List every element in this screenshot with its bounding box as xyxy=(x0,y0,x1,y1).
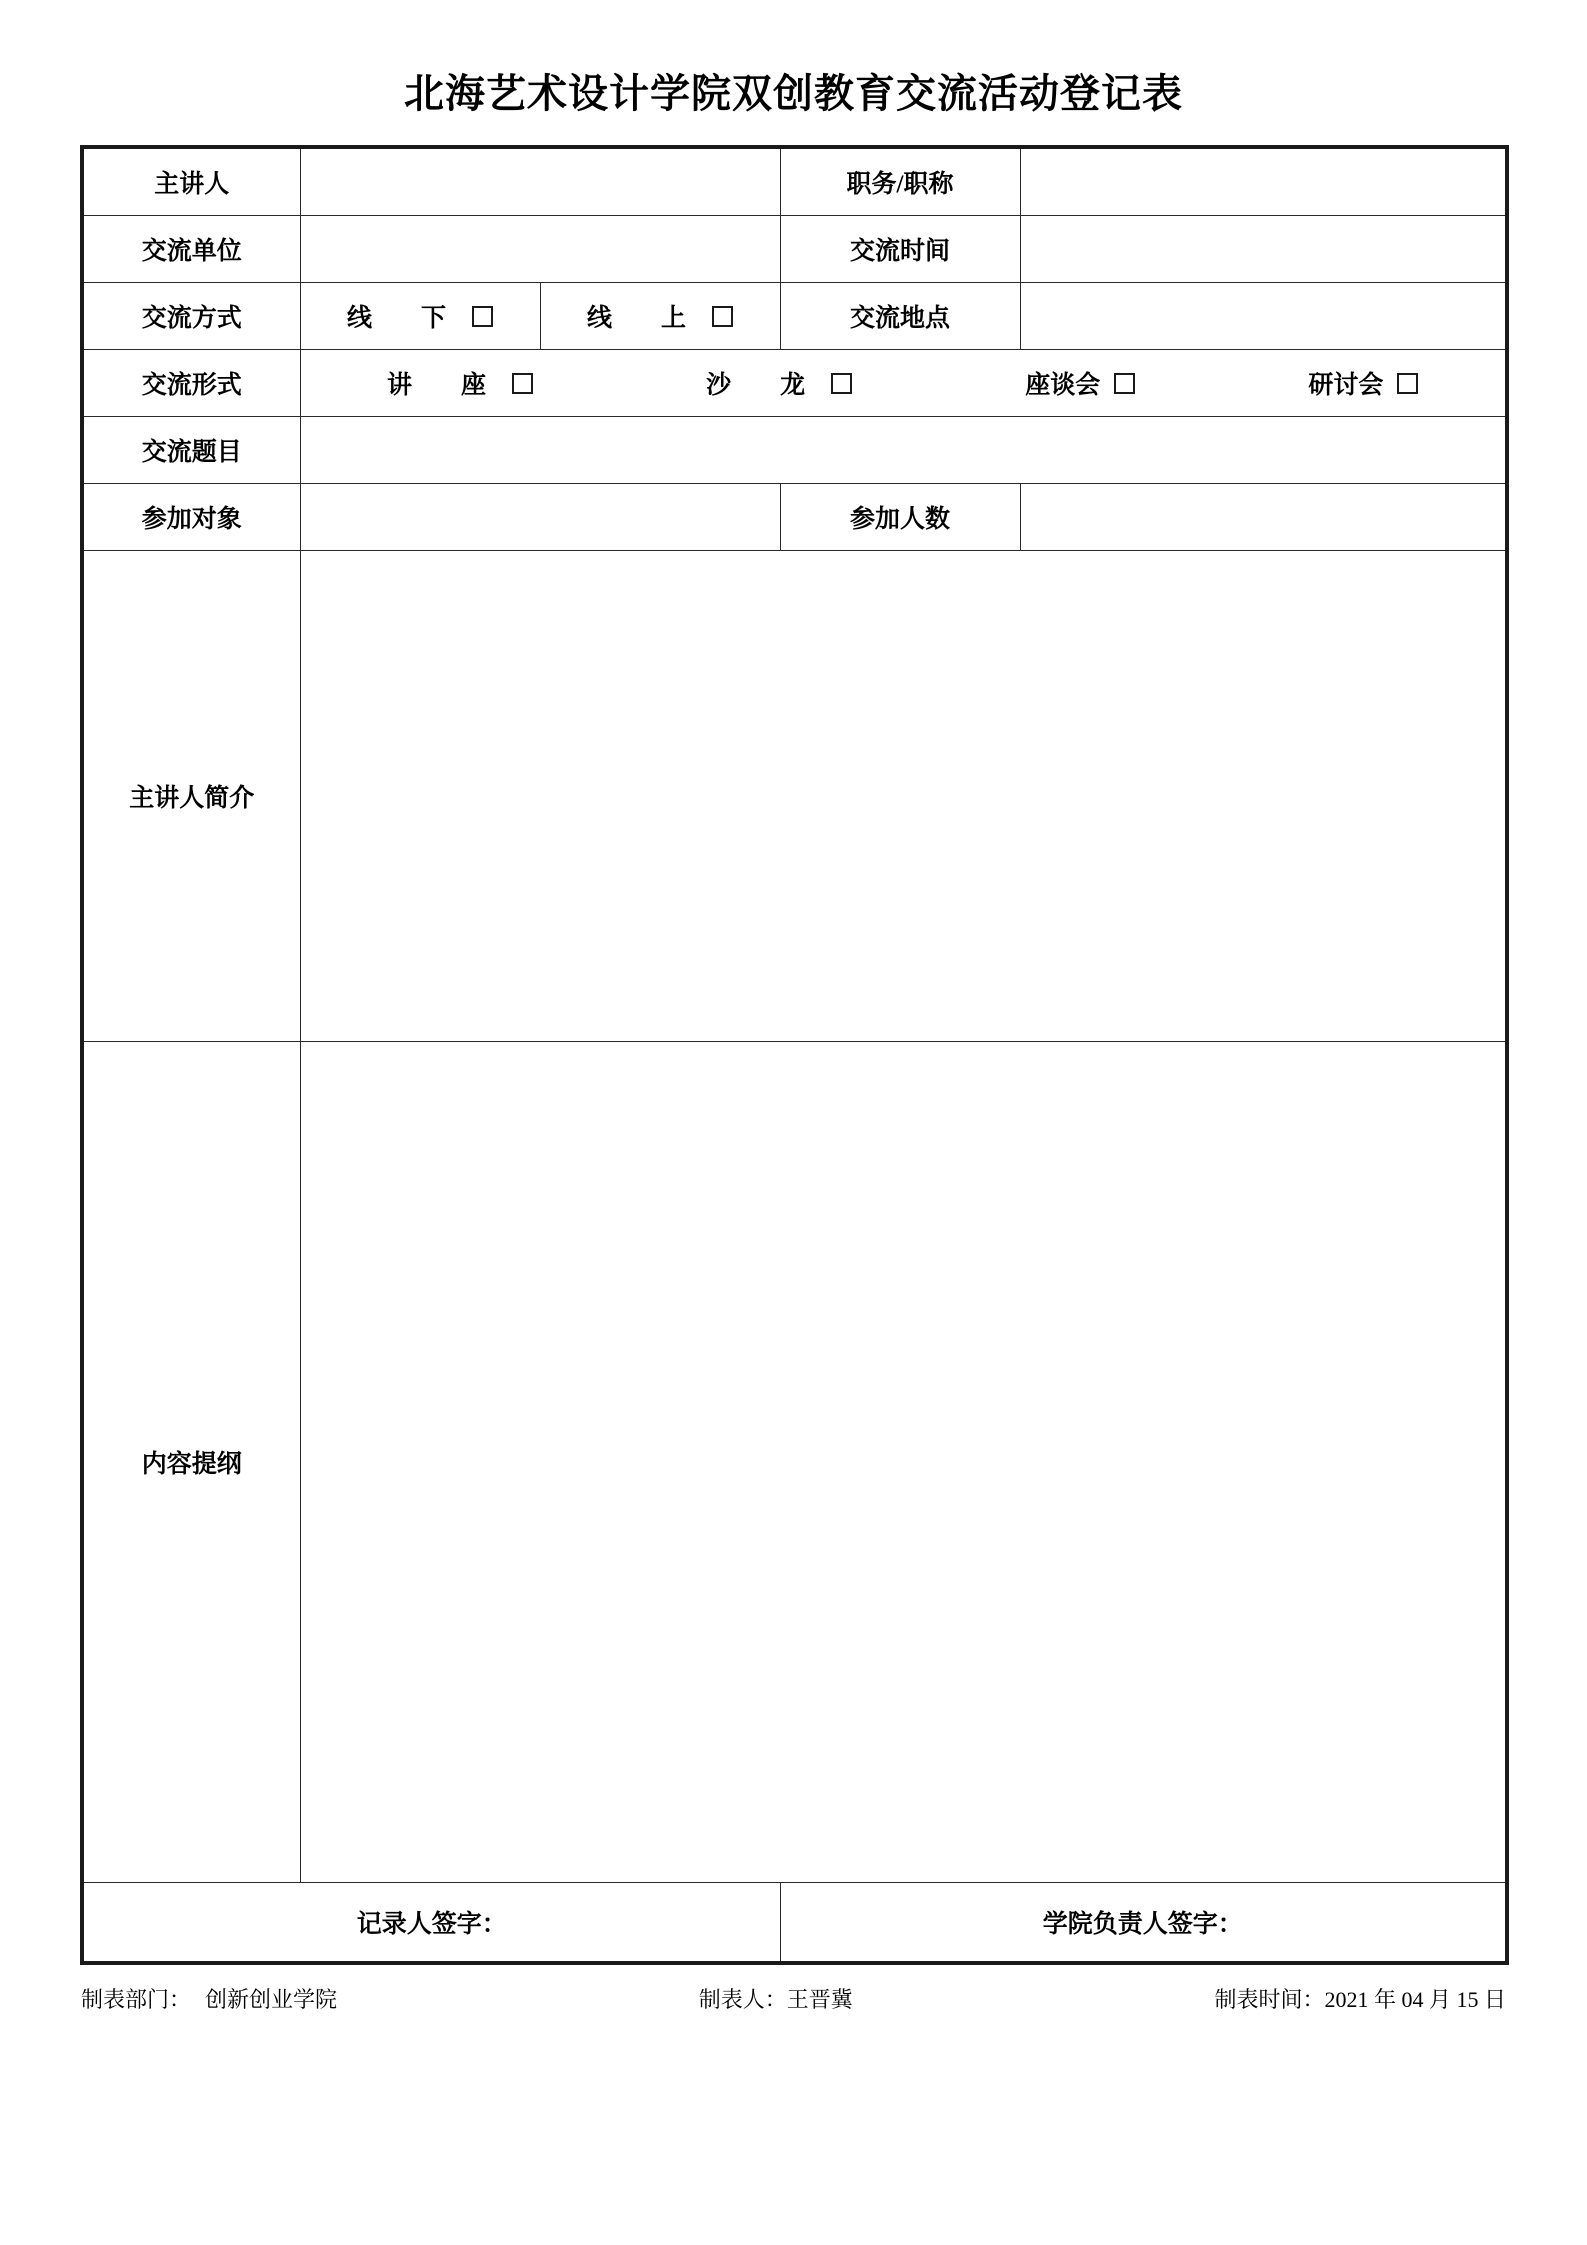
time-value[interactable] xyxy=(1020,216,1507,283)
footer xyxy=(81,1965,1506,2014)
checkbox-icon[interactable] xyxy=(1114,373,1135,394)
form-option-salon[interactable] xyxy=(706,365,852,401)
topic-label: 交流题目 xyxy=(82,417,300,484)
time-label: 交流时间 xyxy=(780,216,1020,283)
outline-value[interactable] xyxy=(300,1042,1507,1883)
footer-department-value: 创新创业学院 xyxy=(205,1987,338,2012)
audience-value[interactable] xyxy=(300,484,780,551)
audience-label: 参加对象 xyxy=(82,484,300,551)
form-option-lecture-label: 讲 座 xyxy=(387,372,499,399)
table-row xyxy=(82,1042,1507,1883)
form-option-lecture[interactable] xyxy=(387,365,533,401)
footer-maker-value: 王晋冀 xyxy=(786,1987,853,2012)
table-row xyxy=(82,484,1507,551)
footer-date-value: 2021 年 04 月 15 日 xyxy=(1324,1987,1506,2012)
checkbox-icon[interactable] xyxy=(1397,373,1418,394)
leader-signature-field[interactable]: 学院负责人签字： xyxy=(780,1883,1507,1964)
table-row xyxy=(82,1883,1507,1964)
footer-department-label: 制表部门： xyxy=(81,1987,192,2012)
speaker-label: 主讲人 xyxy=(82,147,300,216)
method-online-option[interactable] xyxy=(540,283,780,350)
footer-maker-label: 制表人： xyxy=(698,1987,787,2012)
speaker-value[interactable] xyxy=(300,147,780,216)
page-title: 北海艺术设计学院双创教育交流活动登记表 xyxy=(404,71,1183,116)
form-option-symposium-label: 座谈会 xyxy=(1025,372,1101,399)
position-value[interactable] xyxy=(1020,147,1507,216)
position-label: 职务/职称 xyxy=(780,147,1020,216)
checkbox-icon[interactable] xyxy=(512,373,533,394)
place-value[interactable] xyxy=(1020,283,1507,350)
bio-label: 主讲人简介 xyxy=(82,551,300,1042)
checkbox-icon[interactable] xyxy=(472,306,493,327)
checkbox-icon[interactable] xyxy=(831,373,852,394)
footer-date xyxy=(1214,1983,1506,2014)
table-row xyxy=(82,417,1507,484)
form-options-cell xyxy=(300,350,1507,417)
table-row xyxy=(82,216,1507,283)
topic-value[interactable] xyxy=(300,417,1507,484)
recorder-signature-field[interactable]: 记录人签字： xyxy=(82,1883,780,1964)
form-option-salon-label: 沙 龙 xyxy=(706,372,818,399)
count-label: 参加人数 xyxy=(780,484,1020,551)
footer-date-label: 制表时间： xyxy=(1214,1987,1325,2012)
table-row xyxy=(82,350,1507,417)
form-label: 交流形式 xyxy=(82,350,300,417)
registration-form-table xyxy=(80,145,1509,1965)
footer-maker xyxy=(699,1983,853,2014)
checkbox-icon[interactable] xyxy=(712,306,733,327)
footer-department xyxy=(81,1983,337,2014)
method-label: 交流方式 xyxy=(82,283,300,350)
method-online-label: 线 上 xyxy=(586,305,698,332)
unit-label: 交流单位 xyxy=(82,216,300,283)
form-option-symposium[interactable] xyxy=(1025,365,1135,401)
place-label: 交流地点 xyxy=(780,283,1020,350)
count-value[interactable] xyxy=(1020,484,1507,551)
outline-label: 内容提纲 xyxy=(82,1042,300,1883)
table-row xyxy=(82,551,1507,1042)
table-row xyxy=(82,283,1507,350)
unit-value[interactable] xyxy=(300,216,780,283)
method-offline-label: 线 下 xyxy=(346,305,458,332)
bio-value[interactable] xyxy=(300,551,1507,1042)
form-option-seminar[interactable] xyxy=(1308,365,1418,401)
table-row xyxy=(82,147,1507,216)
method-offline-option[interactable] xyxy=(300,283,540,350)
form-option-seminar-label: 研讨会 xyxy=(1308,372,1384,399)
